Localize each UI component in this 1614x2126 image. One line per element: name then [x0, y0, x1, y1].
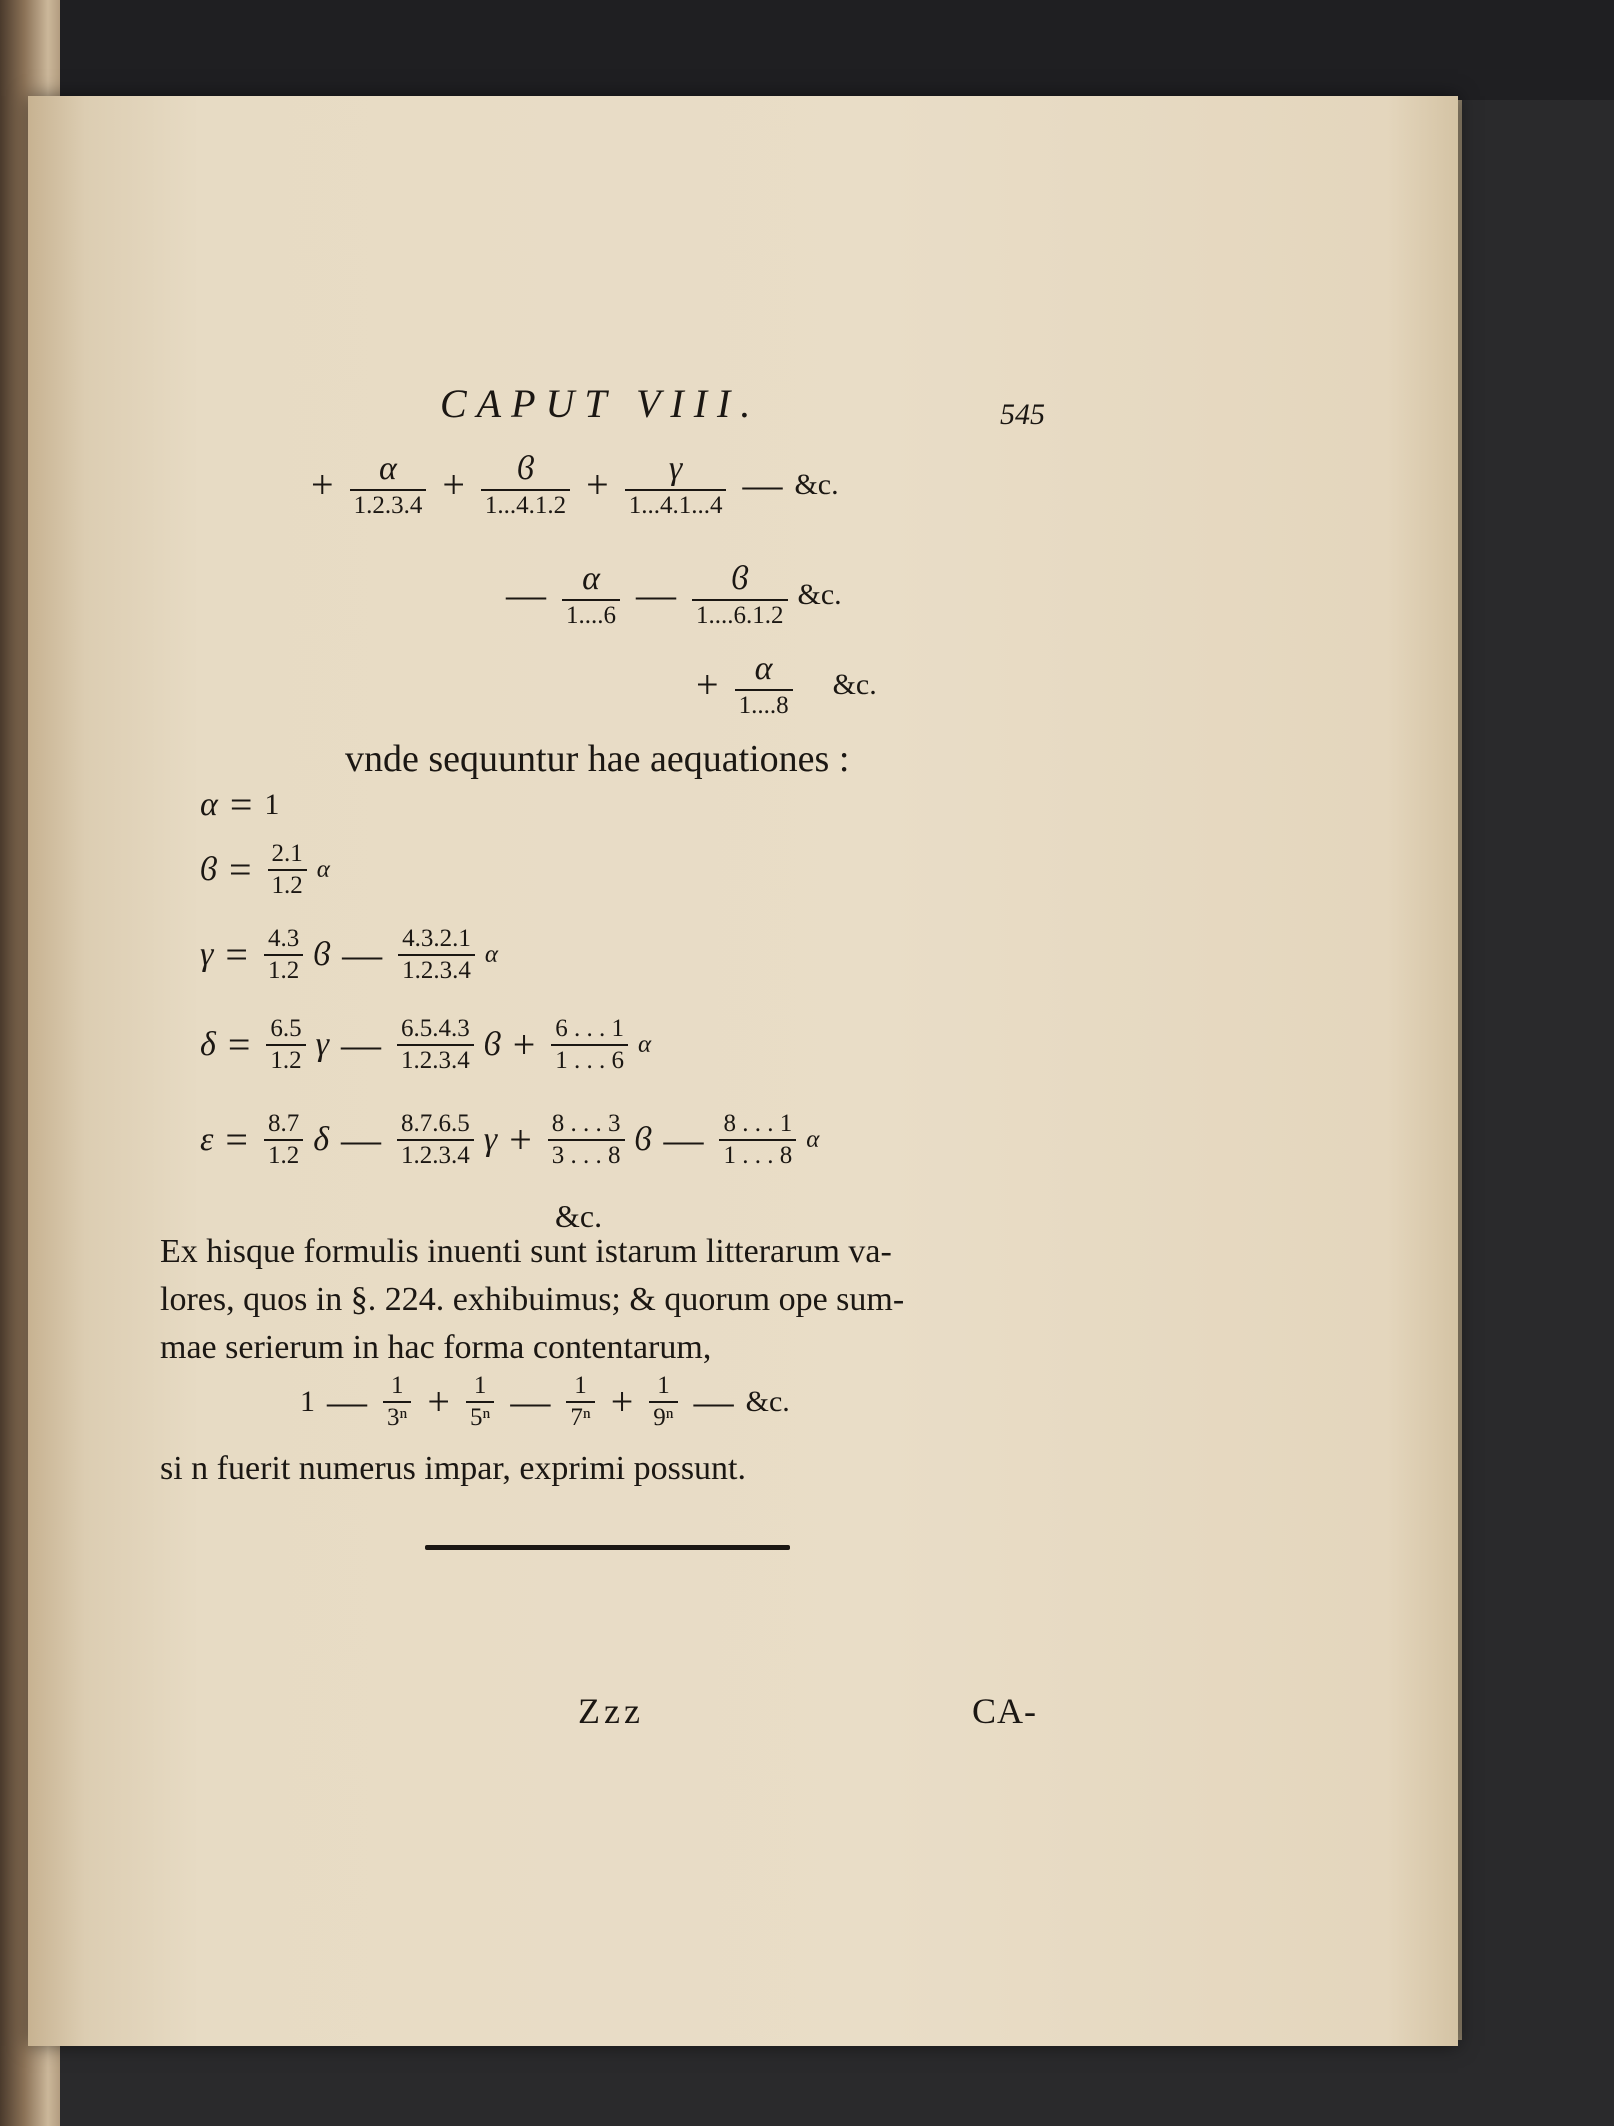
fraction: $\frac{1}{\text{3ⁿ}}$ [383, 1372, 411, 1432]
horizontal-rule [425, 1545, 790, 1550]
equation-line-3: + $\frac{\alpha}{1....8}$ &c. [696, 650, 877, 719]
paragraph-line: lores, quos in §. 224. exhibuimus; & quorum ope sum- [160, 1281, 905, 1318]
equation-alpha: α = 1 [200, 782, 280, 827]
etc-label: &c. [797, 578, 842, 611]
fraction: $\frac{2.1}{1.2}$ [268, 840, 307, 900]
fraction: $\frac{6.5.4.3}{1.2.3.4}$ [397, 1015, 474, 1075]
fraction: $\frac{ϐ}{1...4.1.2}$ [481, 450, 570, 520]
fraction: $\frac{1}{\text{5ⁿ}}$ [466, 1372, 494, 1432]
paragraph-line: mae serierum in hac forma contentarum, [160, 1329, 712, 1366]
page-number: 545 [1000, 398, 1045, 431]
fraction: $\frac{\alpha}{1....6}$ [562, 560, 620, 630]
equation-beta: ϐ = $\frac{2.1}{1.2}$ α [200, 840, 330, 899]
fraction: $\frac{1}{\text{7ⁿ}}$ [566, 1372, 594, 1432]
background [60, 0, 1614, 100]
paragraph [160, 1228, 1020, 1372]
fraction: $\frac{1}{\text{9ⁿ}}$ [649, 1372, 677, 1432]
paragraph-line: Ex hisque formulis inuenti sunt istarum litterarum va- [160, 1233, 892, 1270]
equation-epsilon: ε = $\frac{8.7}{1.2}$ δ — $\frac{8.7.6.5}{1.2.3.4}$ γ + $\frac{8 . . . 3}{3 . . . 8}$ ϐ — $\frac{8 . . . 1}{1 . . . 8}$ α [200, 1110, 820, 1169]
etc-label: &c. [832, 668, 877, 701]
fraction: $\frac{8 . . . 3}{3 . . . 8}$ [548, 1110, 625, 1170]
fraction: $\frac{8.7}{1.2}$ [264, 1110, 303, 1170]
signature-mark: Zzz [578, 1691, 644, 1731]
equation-line-1: + $\frac{\alpha}{1.2.3.4}$ + $\frac{ϐ}{1...4.1.2}$ + $\frac{\gamma}{1...4.1...4}$ — &c. [311, 450, 839, 519]
fraction: $\frac{6.5}{1.2}$ [266, 1015, 305, 1075]
fraction: $\frac{4.3}{1.2}$ [264, 925, 303, 985]
equation-line-2: — $\frac{\alpha}{1....6}$ — $\frac{ϐ}{1....6.1.2}$ &c. [506, 560, 842, 629]
series-equation: 1 — $\frac{1}{\text{3ⁿ}}$ + $\frac{1}{\text{5ⁿ}}$ — $\frac{1}{\text{7ⁿ}}$ + $\frac{1}{\text{9ⁿ}}$ — &c. [300, 1372, 790, 1431]
fraction: $\frac{8.7.6.5}{1.2.3.4}$ [397, 1110, 474, 1170]
fraction: $\frac{4.3.2.1}{1.2.3.4}$ [398, 925, 475, 985]
fraction: $\frac{\alpha}{1....8}$ [735, 650, 793, 720]
etc-label: &c. [794, 468, 839, 501]
fraction: $\frac{8 . . . 1}{1 . . . 8}$ [719, 1110, 796, 1170]
intro-text: vnde sequuntur hae aequationes : [345, 738, 850, 780]
running-head: CAPUT VIII. [440, 381, 761, 426]
fraction: $\frac{6 . . . 1}{1 . . . 6}$ [551, 1015, 628, 1075]
equation-delta: δ = $\frac{6.5}{1.2}$ γ — $\frac{6.5.4.3}{1.2.3.4}$ ϐ + $\frac{6 . . . 1}{1 . . . 6}$ α [200, 1015, 652, 1074]
fraction: $\frac{ϐ}{1....6.1.2}$ [692, 560, 788, 630]
closing-text: si n fuerit numerus impar, exprimi possunt. [160, 1450, 747, 1487]
fraction: $\frac{\gamma}{1...4.1...4}$ [625, 450, 727, 520]
equation-gamma: γ = $\frac{4.3}{1.2}$ ϐ — $\frac{4.3.2.1}{1.2.3.4}$ α [200, 925, 499, 984]
fraction: $\frac{\alpha}{1.2.3.4}$ [350, 450, 427, 520]
catchword: CA- [972, 1691, 1037, 1731]
equations-etc: &c. [555, 1198, 603, 1234]
